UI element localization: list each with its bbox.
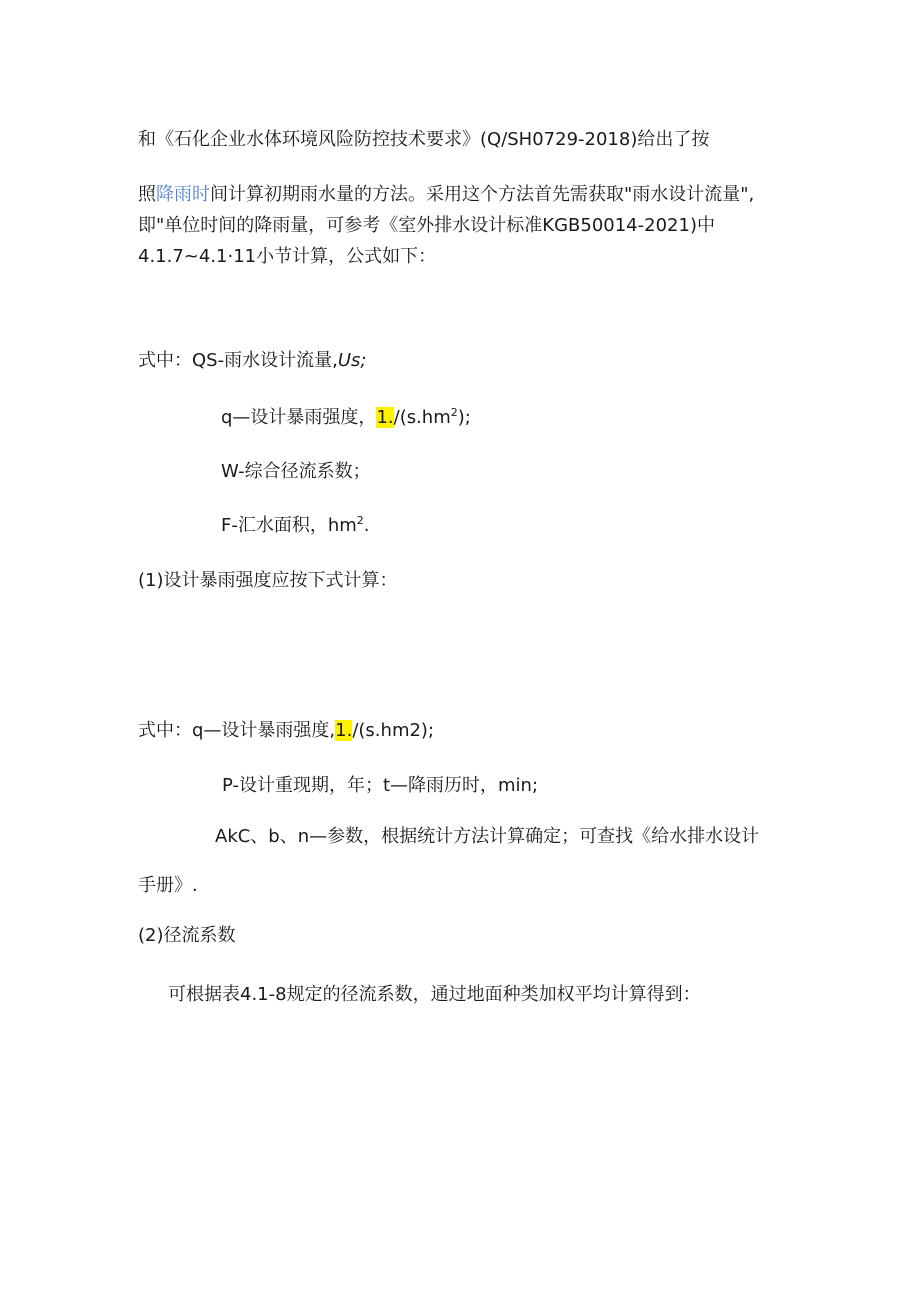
text-segment: 式中：QS-雨水设计流量, — [138, 350, 338, 371]
formula-legend-line-4 — [221, 514, 370, 538]
superscript: 2 — [450, 406, 458, 419]
section-heading-2: (2)径流系数 — [138, 925, 236, 946]
text-segment: /(s.hm — [393, 407, 451, 428]
formula-legend-line-1 — [138, 349, 366, 373]
highlighted-value: 1. — [376, 407, 394, 428]
unit-text: Us; — [337, 350, 367, 371]
highlighted-value: 1. — [335, 720, 353, 741]
paragraph-line-1: 和《石化企业水体环境风险防控技术要求》(Q/SH0729-2018)给出了按 — [138, 129, 710, 150]
text-segment: 式中：q—设计暴雨强度, — [138, 720, 336, 741]
formula-legend-line-6: P-设计重现期，年；t—降雨历时，min; — [222, 775, 539, 796]
formula-legend-line-7: AkC、b、n—参数，根据统计方法计算确定；可查找《给水排水设计 — [215, 826, 760, 847]
paragraph-line-4: 4.1.7~4.1·11小节计算，公式如下： — [138, 246, 437, 267]
text-segment: F-汇水面积，hm — [221, 515, 357, 536]
text-segment: 间计算初期雨水量的方法。采用这个方法首先需获取"雨水设计流量", — [210, 184, 755, 205]
text-segment: /(s.hm2); — [352, 720, 435, 741]
formula-legend-line-8: 手册》. — [138, 875, 198, 896]
text-segment: 照 — [138, 184, 156, 205]
highlighted-term: 降雨时 — [156, 184, 210, 205]
formula-legend-line-5 — [138, 719, 434, 743]
formula-legend-line-3: W-综合径流系数； — [221, 461, 371, 482]
paragraph-line-2 — [138, 183, 754, 207]
text-segment: q—设计暴雨强度， — [221, 407, 377, 428]
text-segment: . — [363, 515, 370, 536]
paragraph-line-5: 可根据表4.1-8规定的径流系数，通过地面种类加权平均计算得到： — [168, 984, 701, 1005]
paragraph-line-3: 即"单位时间的降雨量，可参考《室外排水设计标准KGB50014-2021)中 — [138, 215, 715, 236]
superscript: 2 — [356, 514, 364, 527]
section-heading-1: (1)设计暴雨强度应按下式计算： — [138, 570, 398, 591]
text-segment: ); — [457, 407, 471, 428]
formula-legend-line-2 — [221, 406, 471, 430]
